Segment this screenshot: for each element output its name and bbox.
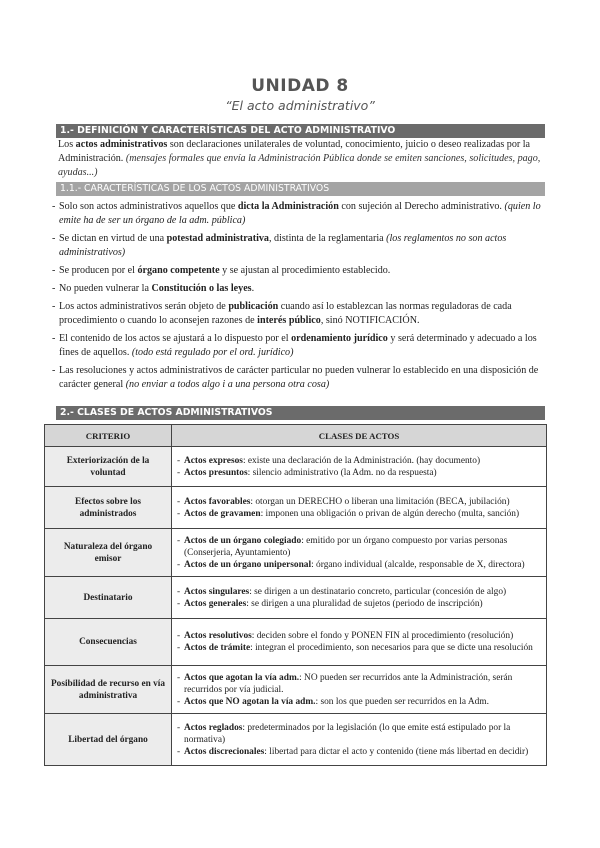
clase-item [177,455,541,467]
clase-description: : libertad para dictar el acto y contenido (tiene más libertad en decidir) [264,746,529,757]
clases-header: CLASES DE ACTOS [172,425,547,447]
clase-description: : deciden sobre el fondo y PONEN FIN al procedimiento (resolución) [251,631,514,641]
table-row [45,577,547,619]
table-row [45,487,547,529]
clase-name: Actos singulares [184,586,250,597]
list-item: - Las resoluciones y actos administrativos de carácter particular no pueden vulnerar lo establecido en una disposición de carácter general (no enviar a todos algo i a una persona otra cosa) [52,364,547,392]
table-row [45,529,547,577]
table-header-row [45,425,547,447]
clase-description: : silencio administrativo (la Adm. no da respuesta) [247,467,437,478]
clase-description: : órgano individual (alcalde, responsable de X, directora) [311,559,525,570]
criterio-cell: Exteriorización de la voluntad [45,447,172,487]
clases-cell [172,666,547,714]
definition-text-pre: Los [58,139,76,150]
clase-item [177,586,541,598]
clase-item [177,722,541,746]
page-title: UNIDAD 8 [251,76,349,96]
clase-item [177,508,541,520]
criterio-cell: Libertad del órgano [45,714,172,766]
section-1-heading: 1.- DEFINICIÓN Y CARACTERÍSTICAS DEL ACTO ADMINISTRATIVO [56,124,545,138]
classes-table [44,424,547,766]
clase-name: Actos favorables [184,496,251,507]
table-body [45,447,547,766]
clase-name: Actos expresos [184,455,243,466]
clase-description: : son los que pueden ser recurridos en la Adm. [315,696,489,707]
clase-description: : emitido por un órgano compuesto por varias personas (Conserjeria, Ayuntamiento) [184,535,508,558]
definition-note: (mensajes formales que envía la Administración Pública donde se emiten sanciones, solicitudes, pago, ayudas...) [58,153,541,178]
list-item: - Se dictan en virtud de una potestad administrativa, distinta de la reglamentaria (los reglamentos no son actos administrativos) [52,232,547,260]
clase-description: : integran el procedimiento, son necesarios para que se dicte una resolución [250,643,533,653]
clases-cell [172,529,547,577]
table-row [45,666,547,714]
clases-cell [172,447,547,487]
table-row [45,714,547,766]
clase-item [177,746,541,758]
clase-item [177,642,541,654]
clase-name: Actos resolutivos [184,631,252,641]
clase-name: Actos de un órgano unipersonal [184,559,312,570]
table-row [45,447,547,487]
criterio-cell: Naturaleza del órgano emisor [45,529,172,577]
clase-description: : se dirigen a un destinatario concreto, particular (concesión de algo) [249,586,507,597]
clase-item [177,467,541,479]
criterio-cell: Consecuencias [45,619,172,666]
clases-cell [172,577,547,619]
clase-description: : se dirigen a una pluralidad de sujetos (periodo de inscripción) [246,598,483,609]
definition-text-bold: actos administrativos [75,139,168,150]
list-item: - Se producen por el órgano competente y se ajustan al procedimiento establecido. [52,264,547,278]
table-row [45,619,547,666]
clase-item [177,672,541,696]
clase-name: Actos generales [184,598,247,609]
clase-name: Actos de un órgano colegiado [184,535,302,546]
criterio-cell: Destinatario [45,577,172,619]
section-1-1-heading: 1.1.- CARACTERÍSTICAS DE LOS ACTOS ADMINISTRATIVOS [56,182,545,196]
list-item: - Solo son actos administrativos aquellos que dicta la Administración con sujeción al Derecho administrativo. (quien lo emite ha de ser un órgano de la adm. pública) [52,200,547,228]
criterio-cell: Efectos sobre los administrados [45,487,172,529]
clase-item [177,496,541,508]
definition-text-post: son declaraciones unilaterales de voluntad, conocimiento, juicio o deseo realizadas por la Administración. [58,139,531,164]
clase-item [177,559,541,571]
clase-item [177,598,541,610]
characteristics-list [52,200,547,396]
clase-name: Actos reglados [184,722,243,733]
clase-item [177,630,541,642]
clase-name: Actos presuntos [184,467,248,478]
clase-description: : predeterminados por la legislación (lo que emite está estipulado por la normativa) [184,722,511,745]
clase-name: Actos que agotan la vía adm. [184,672,300,683]
list-item: - El contenido de los actos se ajustará a lo dispuesto por el ordenamiento jurídico y será determinado y adecuado a los fines de aquellos. (todo está regulado por el ord. jurídico) [52,332,547,360]
list-item: - No pueden vulnerar la Constitución o las leyes. [52,282,547,296]
clase-item [177,696,541,708]
clase-item [177,535,541,559]
page-subtitle: “El acto administrativo” [225,98,375,113]
clases-cell [172,487,547,529]
clases-cell [172,714,547,766]
list-item: - Los actos administrativos serán objeto de publicación cuando así lo establezcan las normas reguladoras de cada procedimiento o cuando lo aconsejen razones de interés público, sinó NOTIFICACIÓN. [52,300,547,328]
section-2-heading: 2.- CLASES DE ACTOS ADMINISTRATIVOS [56,406,545,420]
clase-name: Actos de trámite [184,643,251,653]
clases-cell [172,619,547,666]
clase-description: : otorgan un DERECHO o liberan una limitación (BECA, jubilación) [250,496,510,507]
clase-name: Actos discrecionales [184,746,265,757]
clase-name: Actos de gravamen [184,508,261,519]
clase-description: : NO pueden ser recurridos ante la Administración, serán recurridos por vía judicial. [184,672,513,695]
criterio-cell: Posibilidad de recurso en vía administrativa [45,666,172,714]
clase-description: : existe una declaración de la Administración. (hay documento) [242,455,481,466]
clase-name: Actos que NO agotan la vía adm. [184,696,316,707]
definition-paragraph [58,138,545,180]
clase-description: : imponen una obligación o privan de algún derecho (multa, sanción) [260,508,520,519]
criterio-header: CRITERIO [45,425,172,447]
